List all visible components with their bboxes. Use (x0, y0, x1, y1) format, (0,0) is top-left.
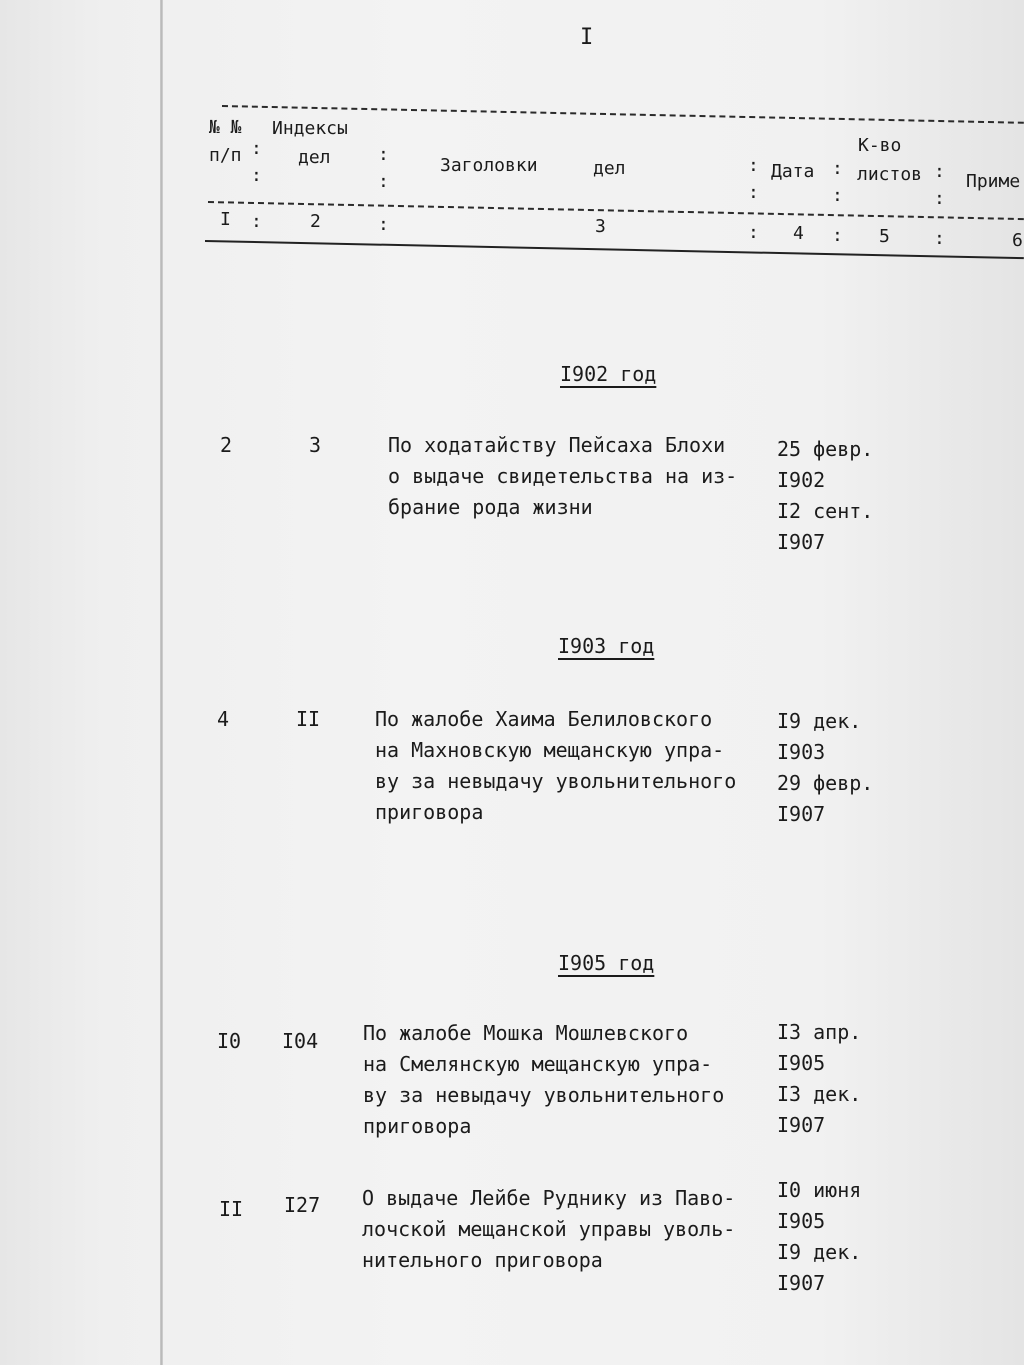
header-col3-line1: Заголовки (440, 155, 538, 176)
record-dates (777, 706, 887, 830)
record-date-line: I902 (777, 468, 826, 492)
header-sep: : (934, 228, 945, 249)
column-number: 6 (1012, 230, 1023, 251)
record-index: I27 (284, 1193, 321, 1217)
header-sep: : (251, 211, 262, 232)
record-date-line: I3 дек. (777, 1082, 862, 1106)
record-number: 4 (217, 707, 230, 731)
header-col3-line2: дел (593, 158, 626, 179)
record-date-line: I9 дек. (777, 709, 862, 733)
record-title-line: на Смелянскую мещанскую упра- (363, 1052, 713, 1076)
header-sep: : (832, 158, 843, 179)
header-col1-line1: № № (209, 117, 242, 138)
record-title-line: ву за невыдачу увольнительного (363, 1083, 725, 1107)
record-index: 3 (309, 433, 322, 457)
record-date-line: I3 апр. (777, 1020, 862, 1044)
section-year-heading: I905 год (558, 951, 655, 975)
record-title (375, 704, 775, 828)
record-number: I0 (217, 1029, 242, 1053)
record-title (363, 1018, 773, 1142)
record-title-line: лочской мещанской управы уволь- (362, 1217, 736, 1241)
record-dates (777, 1017, 887, 1141)
header-col4: Дата (771, 161, 815, 182)
record-date-line: I905 (777, 1051, 826, 1075)
page-binding-edge (160, 0, 163, 1365)
record-number: 2 (220, 433, 233, 457)
section-year-heading: I902 год (560, 362, 657, 386)
page-number: I (580, 25, 594, 50)
record-title-line: По жалобе Мошка Мошлевского (363, 1021, 689, 1045)
record-date-line: I907 (777, 1271, 826, 1295)
record-index: I04 (282, 1029, 319, 1053)
record-date-line: I0 июня (777, 1178, 862, 1202)
header-sep: : (378, 144, 389, 165)
header-col1-line2: п/п (209, 145, 242, 166)
record-date-line: I907 (777, 1113, 826, 1137)
section-year-heading: I903 год (558, 634, 655, 658)
header-sep: : (748, 155, 759, 176)
record-title-line: брание рода жизни (388, 495, 593, 519)
record-title-line: По жалобе Хаима Белиловского (375, 707, 713, 731)
record-title-line: О выдаче Лейбе Руднику из Паво- (362, 1186, 736, 1210)
header-sep: : (832, 225, 843, 246)
header-sep: : (378, 214, 389, 235)
header-col2-line2: дел (298, 147, 331, 168)
column-number: 2 (310, 211, 321, 232)
header-col2-line1: Индексы (272, 118, 348, 139)
column-number: 4 (793, 223, 804, 244)
record-title-line: приговора (363, 1114, 472, 1138)
record-dates (777, 1175, 887, 1299)
header-sep: : (251, 138, 262, 159)
record-dates (777, 434, 887, 558)
column-number: 5 (879, 226, 890, 247)
record-title-line: о выдаче свидетельства на из- (388, 464, 738, 488)
header-mid-rule (208, 201, 1024, 220)
record-title-line: ву за невыдачу увольнительного (375, 769, 737, 793)
header-sep: : (748, 222, 759, 243)
header-sep: : (378, 171, 389, 192)
header-col5-line2: листов (857, 164, 923, 185)
record-date-line: I2 сент. (777, 499, 874, 523)
record-title-line: По ходатайству Пейсаха Блохи (388, 433, 726, 457)
record-title-line: нительного приговора (362, 1248, 603, 1272)
column-number: I (220, 209, 231, 230)
record-date-line: I9 дек. (777, 1240, 862, 1264)
header-sep: : (934, 161, 945, 182)
record-title (362, 1183, 777, 1276)
header-col6: Приме (966, 171, 1021, 192)
header-sep: : (251, 165, 262, 186)
header-sep: : (832, 185, 843, 206)
record-date-line: I903 (777, 740, 826, 764)
record-date-line: I907 (777, 530, 826, 554)
header-bottom-rule (205, 240, 1024, 259)
record-number: II (219, 1197, 244, 1221)
header-sep: : (934, 188, 945, 209)
record-index: II (296, 707, 321, 731)
record-title (388, 430, 778, 523)
record-title-line: приговора (375, 800, 484, 824)
header-sep: : (748, 182, 759, 203)
header-col5-line1: К-во (858, 135, 902, 156)
record-date-line: 25 февр. (777, 437, 874, 461)
record-date-line: I905 (777, 1209, 826, 1233)
record-date-line: 29 февр. (777, 771, 874, 795)
record-date-line: I907 (777, 802, 826, 826)
record-title-line: на Махновскую мещанскую упра- (375, 738, 725, 762)
column-number: 3 (595, 216, 606, 237)
